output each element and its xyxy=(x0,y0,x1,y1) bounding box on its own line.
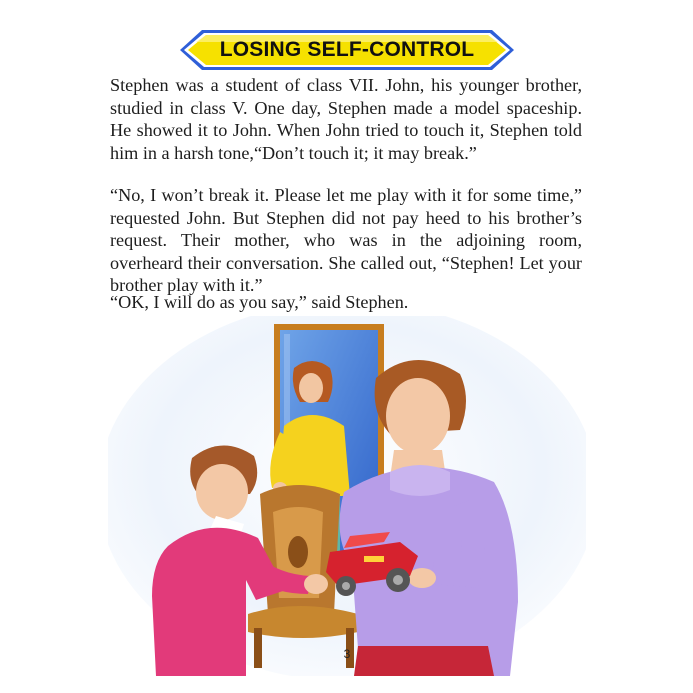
illustration-scene xyxy=(108,316,586,676)
story-illustration xyxy=(108,316,586,676)
story-paragraph-2: “No, I won’t break it. Please let me play with it for some time,” requested John. But Stephen did not pay heed to his brother’s request. Their mother, who was in the adjoining room, overheard their conversation. She called out, “Stephen! Let your brother play with it.” xyxy=(110,185,582,296)
title-banner xyxy=(180,28,514,72)
story-paragraph-1: Stephen was a student of class VII. John, his younger brother, studied in class V. One day, Stephen made a model spaceship. He showed it to John. When John tried to touch it, Stephen told him in a harsh tone,“Don’t touch it; it may break.” xyxy=(110,75,582,163)
page-title: LOSING SELF-CONTROL xyxy=(219,38,475,61)
page-number: 3 xyxy=(343,647,351,661)
story-paragraph-3: “OK, I will do as you say,” said Stephen. xyxy=(110,292,409,312)
